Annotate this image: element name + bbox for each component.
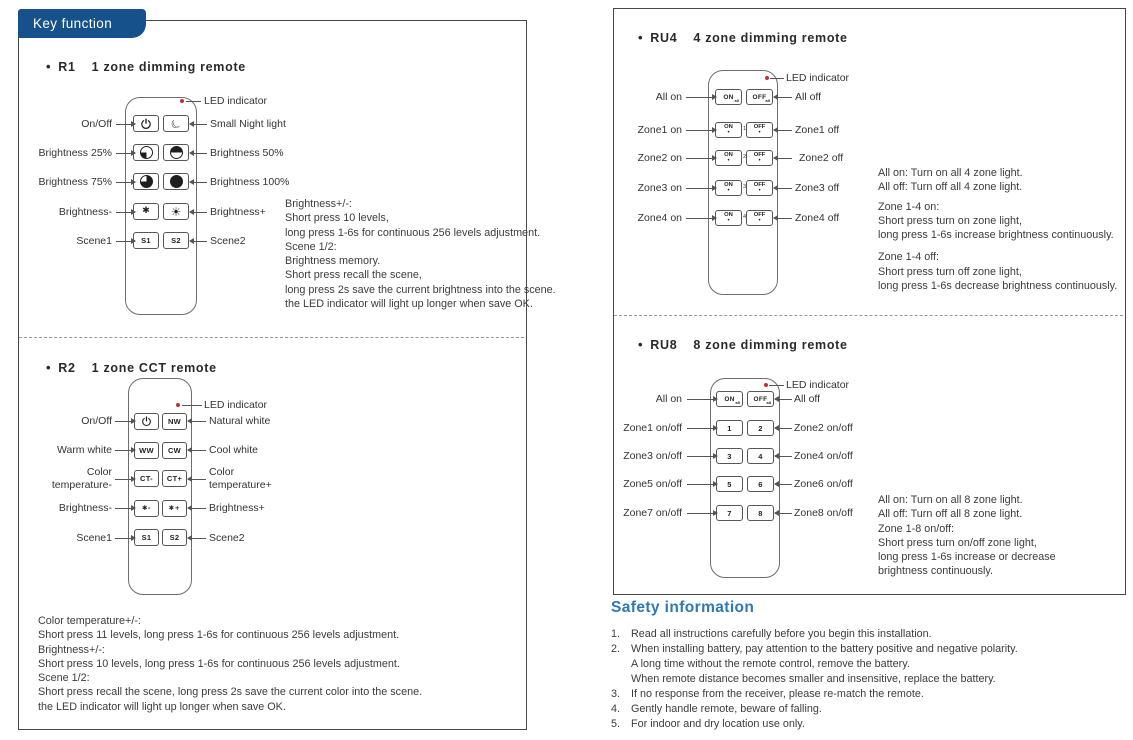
zone6-number: 6 [758,479,763,489]
connector-line [775,456,792,457]
r1-brightness-75-button [133,173,159,190]
connector-line [686,97,716,98]
r2-ct-minus-label: CT- [140,474,153,483]
item-number: 3. [611,688,621,700]
note-line: Short press 10 levels, long press 1-6s for continuous 256 levels adjustment. [38,657,400,670]
on-label: ON [723,93,734,101]
dot-icon: • [758,188,761,195]
ru4-label-zone1-off: Zone1 off [795,124,840,136]
ru8-zone4-button [747,448,774,464]
zone4-number: 4 [758,451,763,461]
safety-item [611,642,1131,687]
r1-brightness-plus-button [163,203,189,220]
connector-line [188,479,206,480]
connector-line [190,241,207,242]
connector-line [116,182,135,183]
note-line: long press 1-6s decrease brightness continuously. [878,280,1118,293]
r1-label-brightness25: Brightness 25% [38,147,112,159]
r1-section-title [46,59,246,74]
ru4-section-title [638,30,848,45]
ru4-zone3-off-button [746,180,773,196]
bullet-icon: • [46,59,52,74]
r2-cw-label: CW [167,446,182,455]
connector-line [774,158,792,159]
ru8-zone1-button [716,420,743,436]
r1-label-night-light: Small Night light [210,118,286,130]
ru8-label-zone1: Zone1 on/off [623,422,682,434]
dot-icon: • [727,130,730,137]
ru8-section-title [638,337,848,352]
r2-code: R2 [58,361,76,375]
connector-line [774,188,792,189]
off-label: OFF [753,123,766,130]
dot-icon: • [758,130,761,137]
connector-line [686,158,716,159]
ru4-zone4-off-button [746,210,773,226]
ru8-zone8-button [747,505,774,521]
ru8-label-all-off: All off [794,393,821,405]
r2-label-ct-plus [209,466,272,492]
bullet-icon: • [638,30,644,45]
connector-line [115,421,135,422]
ru8-code: RU8 [650,338,678,352]
item-number: 1. [611,628,621,640]
ru4-label-all-off: All off [795,91,822,103]
ru4-zone2-off-button [746,150,773,166]
r1-scene1-button [133,232,159,249]
connector-line [116,212,135,213]
safety-item [611,627,1131,642]
note-line: Brightness+/-: [38,643,105,656]
ru4-label-all-on: All on [655,91,682,103]
r2-label-scene1: Scene1 [76,532,112,544]
section-divider [614,315,1123,316]
ru8-zone5-button [716,476,743,492]
note-line: Brightness memory. [285,255,381,268]
ru4-zone1-number: 1 [743,126,747,132]
connector-line [687,484,717,485]
r1-notes [285,197,556,311]
power-icon [141,416,152,427]
safety-item [611,717,1131,732]
r2-label-natural-white: Natural white [209,415,271,427]
r1-brightness-25-button [133,144,159,161]
note-line: Short press turn on zone light, [878,214,1023,227]
dot-icon: • [727,218,730,225]
r2-nw-label: NW [167,417,182,426]
connector-line [687,399,717,400]
connector-line [115,508,135,509]
r1-night-light-button [163,115,189,132]
safety-line: Gently handle remote, beware of falling. [631,703,822,715]
note-line: All off: Turn off all 4 zone light. [878,181,1023,194]
connector-line [115,479,135,480]
ru8-label-zone3: Zone3 on/off [623,450,682,462]
r2-ct-plus-button [162,470,187,487]
all-subscript: all [735,400,740,405]
ru4-all-on-button [715,89,742,105]
r2-section-title [46,360,217,375]
ru4-all-off-button [746,89,773,105]
key-function-header: Key function [18,9,146,38]
r2-label-brightness-plus: Brightness+ [209,502,265,514]
r2-label-cool-white: Cool white [209,444,259,456]
ru8-all-on-button [716,391,743,407]
r2-led-indicator-dot [176,403,180,407]
section-divider [19,337,524,338]
dot-icon: • [727,188,730,195]
ru8-zone2-button [747,420,774,436]
r2-notes [38,614,422,714]
safety-line: A long time without the remote control, remove the battery. [631,658,910,670]
ru8-label-all-on: All on [655,393,682,405]
connector-line [774,130,792,131]
note-line: Short press turn on/off zone light, [878,536,1037,549]
sun-small-icon: ✱ [142,206,150,216]
zone1-number: 1 [727,423,732,433]
r2-ww-label: WW [139,446,154,455]
bullet-icon: • [638,337,644,352]
label-line: temperature- [51,479,112,491]
connector-line [686,130,716,131]
connector-line [116,124,135,125]
note-line: Short press recall the scene, [285,269,422,282]
r2-label-onoff: On/Off [81,415,112,427]
r1-label-scene1: Scene1 [76,235,112,247]
item-number: 4. [611,703,621,715]
r2-onoff-button [134,413,159,430]
safety-heading: Safety information [611,599,755,616]
item-number: 2. [611,643,621,655]
r1-brightness-minus-button [133,203,159,220]
r2-brightness-plus-button [162,500,187,517]
note-line: the LED indicator will light up longer when save OK. [285,298,533,311]
ru4-led-indicator-dot [765,76,769,80]
brightness-100-icon [170,175,183,188]
note-line: Short press recall the scene, long press 2s save the current color into the scene. [38,686,423,699]
connector-line [182,405,202,406]
ru8-title: 8 zone dimming remote [693,338,848,352]
ru4-label-zone3-off: Zone3 off [795,182,840,194]
r1-brightness-50-button [163,144,189,161]
r2-brightness-minus-button [134,500,159,517]
safety-item [611,702,1131,717]
on-label: ON [724,181,733,188]
connector-line [775,399,792,400]
ru8-led-indicator-dot [764,383,768,387]
r1-led-indicator-dot [180,99,184,103]
ru4-label-zone4-on: Zone4 on [637,212,682,224]
r1-brightness-100-button [163,173,189,190]
r1-title: 1 zone dimming remote [91,60,246,74]
brightness-75-icon [140,175,153,188]
connector-line [769,385,784,386]
label-line: Color [209,466,235,478]
r1-s2-label: S2 [171,236,181,245]
off-label: OFF [752,93,767,101]
connector-line [190,182,207,183]
r2-natural-white-button [162,413,187,430]
off-label: OFF [753,211,766,218]
r2-warm-white-button [134,442,159,459]
r2-label-brightness-minus: Brightness- [58,502,112,514]
note-line: Scene 1/2: [285,240,337,253]
note-line: Scene 1/2: [38,672,90,685]
ru8-zone7-button [716,505,743,521]
on-label: ON [724,151,733,158]
r1-label-brightness100: Brightness 100% [210,176,290,188]
ru8-zone6-button [747,476,774,492]
ru4-title: 4 zone dimming remote [693,31,848,45]
connector-line [770,78,784,79]
r1-label-brightness-minus: Brightness- [58,206,112,218]
r1-code: R1 [58,60,76,74]
ru8-label-zone6: Zone6 on/off [794,478,853,490]
ru4-zone2-number: 2 [743,154,747,160]
ru4-led-label: LED indicator [786,72,850,84]
ru8-zone3-button [716,448,743,464]
dot-icon: • [727,158,730,165]
connector-line [774,97,792,98]
note-line: Short press 10 levels, [285,212,389,225]
ru8-label-zone2: Zone2 on/off [794,422,853,434]
brightness-50-icon [170,146,183,159]
r2-ct-plus-label: CT+ [166,474,183,483]
zone7-number: 7 [727,508,732,518]
note-line: long press 2s save the current brightness into the scene. [285,283,556,296]
note-line: All on: Turn on all 4 zone light. [878,167,1023,179]
note-line: All on: Turn on all 8 zone light. [878,494,1023,506]
ru8-notes [878,493,1056,579]
r2-scene2-button [162,529,187,546]
ru4-label-zone3-on: Zone3 on [637,182,682,194]
safety-line: When remote distance becomes smaller and insensitive, replace the battery. [631,673,996,685]
safety-list [611,627,1131,732]
note-line: Short press 11 levels, long press 1-6s for continuous 256 levels adjustment. [38,629,400,642]
note-line: Zone 1-8 on/off: [878,522,955,535]
r2-cool-white-button [162,442,187,459]
ru4-zone1-on-button [715,122,742,138]
label-line: temperature+ [209,479,272,491]
note-line: the LED indicator will light up longer when save OK. [38,700,286,713]
r1-led-label: LED indicator [204,95,268,107]
ru4-notes [878,166,1117,293]
safety-item [611,687,1131,702]
connector-line [115,538,135,539]
r1-label-brightness50: Brightness 50% [210,147,284,159]
all-subscript: all [734,98,739,103]
ru4-zone3-number: 3 [743,184,747,190]
note-line: Zone 1-4 off: [878,251,940,264]
ru8-label-zone7: Zone7 on/off [623,507,682,519]
power-icon [140,118,152,130]
r1-onoff-button [133,115,159,132]
connector-line [188,538,206,539]
ru4-zone3-on-button [715,180,742,196]
ru4-label-zone4-off: Zone4 off [795,212,840,224]
note-line: All off: Turn off all 8 zone light. [878,508,1023,521]
connector-line [774,218,792,219]
connector-line [775,428,792,429]
ru8-led-label: LED indicator [786,379,850,391]
note-line: long press 1-6s for continuous 256 levels adjustment. [285,226,541,239]
connector-line [116,241,135,242]
r2-s2-label: S2 [169,533,180,542]
ru4-zone4-number: 4 [743,214,747,220]
ru8-all-off-button [747,391,774,407]
sun-minus-icon: ✱- [142,504,151,513]
zone5-number: 5 [727,479,732,489]
brightness-25-icon [140,146,153,159]
zone2-number: 2 [758,423,763,433]
r2-label-ct-minus [6,466,112,492]
on-label: ON [724,123,733,130]
r1-scene2-button [163,232,189,249]
zone3-number: 3 [727,451,732,461]
safety-line: For indoor and dry location use only. [631,718,805,730]
on-label: ON [724,211,733,218]
ru8-label-zone8: Zone8 on/off [794,507,853,519]
off-label: OFF [753,181,766,188]
ru4-zone2-on-button [715,150,742,166]
r2-ct-minus-button [134,470,159,487]
note-line: brightness continuously. [878,565,994,578]
connector-line [775,484,792,485]
r2-label-warm-white: Warm white [56,444,112,456]
dot-icon: • [758,218,761,225]
r1-label-onoff: On/Off [81,118,112,130]
safety-line: Read all instructions carefully before you begin this installation. [631,628,932,640]
zone8-number: 8 [758,508,763,518]
ru4-label-zone1-on: Zone1 on [637,124,682,136]
r1-label-scene2: Scene2 [210,235,246,247]
connector-line [188,450,206,451]
r1-s1-label: S1 [141,236,151,245]
connector-line [687,456,717,457]
r2-s1-label: S1 [141,533,152,542]
connector-line [686,188,716,189]
note-line: Zone 1-4 on: [878,200,940,213]
r2-title: 1 zone CCT remote [91,361,217,375]
connector-line [188,508,206,509]
ru4-code: RU4 [650,31,678,45]
connector-line [190,153,207,154]
ru4-zone4-on-button [715,210,742,226]
safety-line: If no response from the receiver, please re-match the remote. [631,688,924,700]
sun-icon: ☀ [170,204,182,219]
ru4-label-zone2-off: Zone2 off [799,152,844,164]
label-line: Color [86,466,112,478]
off-label: OFF [753,395,768,403]
note-line: long press 1-6s increase brightness continuously. [878,229,1114,242]
connector-line [186,101,201,102]
note-line: Brightness+/-: [285,198,352,210]
ru4-label-zone2-on: Zone2 on [637,152,682,164]
r2-scene1-button [134,529,159,546]
all-subscript: all [765,98,770,103]
safety-line: When installing battery, pay attention to the battery positive and negative polarity. [631,643,1018,655]
r2-label-scene2: Scene2 [209,532,245,544]
connector-line [775,513,792,514]
r1-label-brightness75: Brightness 75% [38,176,112,188]
off-label: OFF [753,151,766,158]
ru8-label-zone5: Zone5 on/off [623,478,682,490]
connector-line [115,450,135,451]
note-line: Short press turn off zone light, [878,265,1022,278]
r1-label-brightness-plus: Brightness+ [210,206,266,218]
r2-led-label: LED indicator [204,399,268,411]
connector-line [190,124,207,125]
connector-line [687,428,717,429]
note-line: Color temperature+/-: [38,615,141,627]
connector-line [188,421,206,422]
moon-icon: ☾ [167,114,185,133]
connector-line [116,153,135,154]
connector-line [190,212,207,213]
note-line: long press 1-6s increase or decrease [878,551,1056,564]
on-label: ON [724,395,735,403]
ru8-label-zone4: Zone4 on/off [794,450,853,462]
connector-line [686,218,716,219]
ru4-zone1-off-button [746,122,773,138]
sun-plus-icon: ✱+ [168,504,181,513]
bullet-icon: • [46,360,52,375]
all-subscript: all [766,400,771,405]
connector-line [687,513,717,514]
item-number: 5. [611,718,621,730]
dot-icon: • [758,158,761,165]
